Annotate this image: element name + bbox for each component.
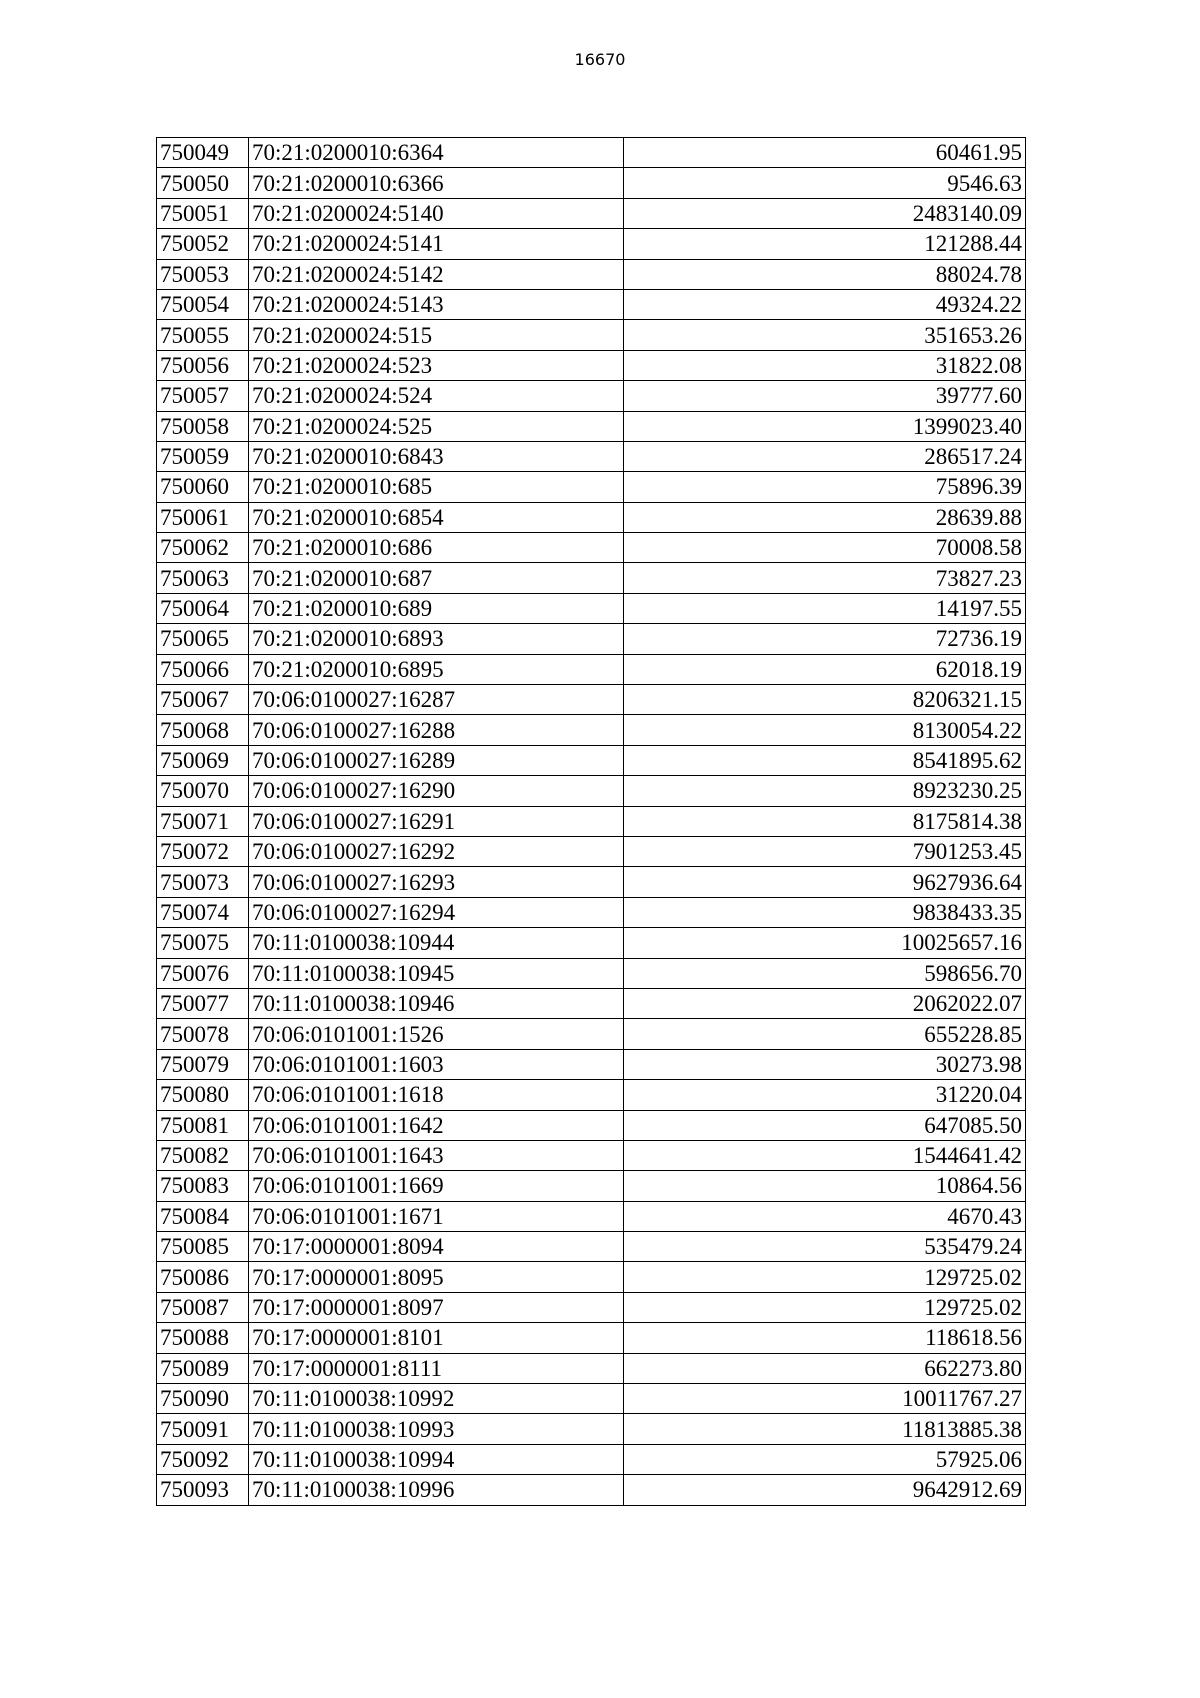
table-row — [157, 411, 1026, 441]
cadastral-number-cell: 70:21:0200010:6895 — [249, 654, 624, 684]
row-id-cell: 750062 — [157, 533, 249, 563]
cadastral-number-cell: 70:21:0200010:6843 — [249, 441, 624, 471]
cadastral-number-cell: 70:11:0100038:10944 — [249, 928, 624, 958]
row-id-cell: 750088 — [157, 1323, 249, 1353]
table-row — [157, 441, 1026, 471]
value-cell: 9546.63 — [624, 168, 1026, 198]
cadastral-value-table — [156, 137, 1026, 1506]
table-row — [157, 1049, 1026, 1079]
row-id-cell: 750085 — [157, 1232, 249, 1262]
row-id-cell: 750069 — [157, 745, 249, 775]
cadastral-number-cell: 70:21:0200010:6364 — [249, 138, 624, 168]
table-row — [157, 836, 1026, 866]
value-cell: 30273.98 — [624, 1049, 1026, 1079]
value-cell: 8541895.62 — [624, 745, 1026, 775]
table-row — [157, 776, 1026, 806]
value-cell: 75896.39 — [624, 472, 1026, 502]
cadastral-number-cell: 70:21:0200024:5140 — [249, 198, 624, 228]
row-id-cell: 750050 — [157, 168, 249, 198]
value-cell: 9838433.35 — [624, 897, 1026, 927]
table-row — [157, 715, 1026, 745]
table-row — [157, 198, 1026, 228]
row-id-cell: 750065 — [157, 624, 249, 654]
table-row — [157, 1444, 1026, 1474]
table-row — [157, 533, 1026, 563]
page-number: 16670 — [574, 50, 626, 69]
row-id-cell: 750066 — [157, 654, 249, 684]
cadastral-number-cell: 70:06:0101001:1643 — [249, 1140, 624, 1170]
cadastral-number-cell: 70:11:0100038:10996 — [249, 1475, 624, 1505]
value-cell: 129725.02 — [624, 1292, 1026, 1322]
table-row — [157, 1475, 1026, 1505]
cadastral-number-cell: 70:17:0000001:8111 — [249, 1353, 624, 1383]
cadastral-number-cell: 70:21:0200024:5143 — [249, 289, 624, 319]
cadastral-number-cell: 70:21:0200024:523 — [249, 350, 624, 380]
table-row — [157, 1232, 1026, 1262]
cadastral-number-cell: 70:17:0000001:8101 — [249, 1323, 624, 1353]
cadastral-number-cell: 70:06:0101001:1526 — [249, 1019, 624, 1049]
value-cell: 49324.22 — [624, 289, 1026, 319]
cadastral-number-cell: 70:11:0100038:10945 — [249, 958, 624, 988]
table-row — [157, 897, 1026, 927]
row-id-cell: 750078 — [157, 1019, 249, 1049]
value-cell: 7901253.45 — [624, 836, 1026, 866]
row-id-cell: 750071 — [157, 806, 249, 836]
value-cell: 535479.24 — [624, 1232, 1026, 1262]
value-cell: 8130054.22 — [624, 715, 1026, 745]
cadastral-number-cell: 70:11:0100038:10994 — [249, 1444, 624, 1474]
cadastral-number-cell: 70:21:0200024:515 — [249, 320, 624, 350]
value-cell: 129725.02 — [624, 1262, 1026, 1292]
value-cell: 70008.58 — [624, 533, 1026, 563]
table-row — [157, 1353, 1026, 1383]
row-id-cell: 750059 — [157, 441, 249, 471]
cadastral-number-cell: 70:21:0200010:6893 — [249, 624, 624, 654]
cadastral-number-cell: 70:21:0200010:6366 — [249, 168, 624, 198]
value-cell: 4670.43 — [624, 1201, 1026, 1231]
cadastral-number-cell: 70:17:0000001:8095 — [249, 1262, 624, 1292]
cadastral-number-cell: 70:21:0200024:524 — [249, 381, 624, 411]
value-cell: 14197.55 — [624, 593, 1026, 623]
cadastral-number-cell: 70:06:0101001:1603 — [249, 1049, 624, 1079]
value-cell: 9627936.64 — [624, 867, 1026, 897]
value-cell: 31220.04 — [624, 1080, 1026, 1110]
value-cell: 121288.44 — [624, 229, 1026, 259]
row-id-cell: 750073 — [157, 867, 249, 897]
row-id-cell: 750061 — [157, 502, 249, 532]
cadastral-number-cell: 70:06:0100027:16291 — [249, 806, 624, 836]
value-cell: 10025657.16 — [624, 928, 1026, 958]
row-id-cell: 750082 — [157, 1140, 249, 1170]
value-cell: 118618.56 — [624, 1323, 1026, 1353]
value-cell: 9642912.69 — [624, 1475, 1026, 1505]
row-id-cell: 750074 — [157, 897, 249, 927]
value-cell: 1399023.40 — [624, 411, 1026, 441]
row-id-cell: 750058 — [157, 411, 249, 441]
value-cell: 1544641.42 — [624, 1140, 1026, 1170]
table-row — [157, 745, 1026, 775]
table-row — [157, 563, 1026, 593]
table-row — [157, 1019, 1026, 1049]
value-cell: 31822.08 — [624, 350, 1026, 380]
cadastral-number-cell: 70:06:0101001:1671 — [249, 1201, 624, 1231]
table-row — [157, 1323, 1026, 1353]
cadastral-number-cell: 70:21:0200024:5142 — [249, 259, 624, 289]
table-row — [157, 1080, 1026, 1110]
cadastral-number-cell: 70:06:0100027:16294 — [249, 897, 624, 927]
cadastral-number-cell: 70:11:0100038:10993 — [249, 1414, 624, 1444]
table-row — [157, 988, 1026, 1018]
row-id-cell: 750064 — [157, 593, 249, 623]
value-cell: 662273.80 — [624, 1353, 1026, 1383]
value-cell: 655228.85 — [624, 1019, 1026, 1049]
row-id-cell: 750093 — [157, 1475, 249, 1505]
cadastral-number-cell: 70:21:0200024:5141 — [249, 229, 624, 259]
row-id-cell: 750092 — [157, 1444, 249, 1474]
cadastral-number-cell: 70:17:0000001:8094 — [249, 1232, 624, 1262]
value-cell: 60461.95 — [624, 138, 1026, 168]
value-cell: 286517.24 — [624, 441, 1026, 471]
table-row — [157, 259, 1026, 289]
value-cell: 11813885.38 — [624, 1414, 1026, 1444]
cadastral-number-cell: 70:06:0100027:16293 — [249, 867, 624, 897]
table-body — [157, 138, 1026, 1506]
row-id-cell: 750060 — [157, 472, 249, 502]
table-row — [157, 1110, 1026, 1140]
row-id-cell: 750077 — [157, 988, 249, 1018]
row-id-cell: 750090 — [157, 1384, 249, 1414]
value-cell: 8923230.25 — [624, 776, 1026, 806]
value-cell: 8175814.38 — [624, 806, 1026, 836]
table-row — [157, 867, 1026, 897]
cadastral-number-cell: 70:06:0101001:1642 — [249, 1110, 624, 1140]
row-id-cell: 750083 — [157, 1171, 249, 1201]
table-row — [157, 168, 1026, 198]
value-cell: 73827.23 — [624, 563, 1026, 593]
row-id-cell: 750049 — [157, 138, 249, 168]
value-cell: 39777.60 — [624, 381, 1026, 411]
table-row — [157, 958, 1026, 988]
value-cell: 72736.19 — [624, 624, 1026, 654]
row-id-cell: 750086 — [157, 1262, 249, 1292]
cadastral-number-cell: 70:06:0100027:16288 — [249, 715, 624, 745]
cadastral-number-cell: 70:21:0200010:685 — [249, 472, 624, 502]
value-cell: 598656.70 — [624, 958, 1026, 988]
value-cell: 10011767.27 — [624, 1384, 1026, 1414]
table-row — [157, 472, 1026, 502]
table-row — [157, 1384, 1026, 1414]
value-cell: 647085.50 — [624, 1110, 1026, 1140]
table-row — [157, 350, 1026, 380]
table-row — [157, 138, 1026, 168]
cadastral-number-cell: 70:06:0100027:16289 — [249, 745, 624, 775]
row-id-cell: 750070 — [157, 776, 249, 806]
row-id-cell: 750067 — [157, 685, 249, 715]
row-id-cell: 750081 — [157, 1110, 249, 1140]
value-cell: 351653.26 — [624, 320, 1026, 350]
table-row — [157, 502, 1026, 532]
table-row — [157, 593, 1026, 623]
row-id-cell: 750084 — [157, 1201, 249, 1231]
row-id-cell: 750091 — [157, 1414, 249, 1444]
cadastral-number-cell: 70:21:0200010:686 — [249, 533, 624, 563]
cadastral-number-cell: 70:06:0100027:16292 — [249, 836, 624, 866]
row-id-cell: 750072 — [157, 836, 249, 866]
table-row — [157, 624, 1026, 654]
cadastral-number-cell: 70:11:0100038:10946 — [249, 988, 624, 1018]
table-row — [157, 1262, 1026, 1292]
cadastral-number-cell: 70:06:0101001:1618 — [249, 1080, 624, 1110]
row-id-cell: 750076 — [157, 958, 249, 988]
table-row — [157, 1292, 1026, 1322]
cadastral-number-cell: 70:21:0200010:689 — [249, 593, 624, 623]
row-id-cell: 750087 — [157, 1292, 249, 1322]
cadastral-number-cell: 70:17:0000001:8097 — [249, 1292, 624, 1322]
row-id-cell: 750089 — [157, 1353, 249, 1383]
table-row — [157, 1201, 1026, 1231]
table-row — [157, 928, 1026, 958]
value-cell: 88024.78 — [624, 259, 1026, 289]
row-id-cell: 750063 — [157, 563, 249, 593]
cadastral-number-cell: 70:11:0100038:10992 — [249, 1384, 624, 1414]
row-id-cell: 750052 — [157, 229, 249, 259]
table-row — [157, 1171, 1026, 1201]
row-id-cell: 750057 — [157, 381, 249, 411]
value-cell: 62018.19 — [624, 654, 1026, 684]
table-row — [157, 1414, 1026, 1444]
cadastral-number-cell: 70:21:0200024:525 — [249, 411, 624, 441]
cadastral-number-cell: 70:21:0200010:687 — [249, 563, 624, 593]
cadastral-number-cell: 70:21:0200010:6854 — [249, 502, 624, 532]
value-cell: 2483140.09 — [624, 198, 1026, 228]
table-row — [157, 289, 1026, 319]
table-row — [157, 685, 1026, 715]
row-id-cell: 750051 — [157, 198, 249, 228]
cadastral-number-cell: 70:06:0101001:1669 — [249, 1171, 624, 1201]
table-row — [157, 654, 1026, 684]
row-id-cell: 750055 — [157, 320, 249, 350]
row-id-cell: 750054 — [157, 289, 249, 319]
table-row — [157, 320, 1026, 350]
row-id-cell: 750079 — [157, 1049, 249, 1079]
value-cell: 8206321.15 — [624, 685, 1026, 715]
cadastral-number-cell: 70:06:0100027:16290 — [249, 776, 624, 806]
value-cell: 2062022.07 — [624, 988, 1026, 1018]
table-row — [157, 381, 1026, 411]
table-row — [157, 806, 1026, 836]
table-row — [157, 1140, 1026, 1170]
value-cell: 10864.56 — [624, 1171, 1026, 1201]
table-row — [157, 229, 1026, 259]
row-id-cell: 750056 — [157, 350, 249, 380]
row-id-cell: 750068 — [157, 715, 249, 745]
value-cell: 57925.06 — [624, 1444, 1026, 1474]
row-id-cell: 750053 — [157, 259, 249, 289]
row-id-cell: 750075 — [157, 928, 249, 958]
value-cell: 28639.88 — [624, 502, 1026, 532]
cadastral-number-cell: 70:06:0100027:16287 — [249, 685, 624, 715]
row-id-cell: 750080 — [157, 1080, 249, 1110]
